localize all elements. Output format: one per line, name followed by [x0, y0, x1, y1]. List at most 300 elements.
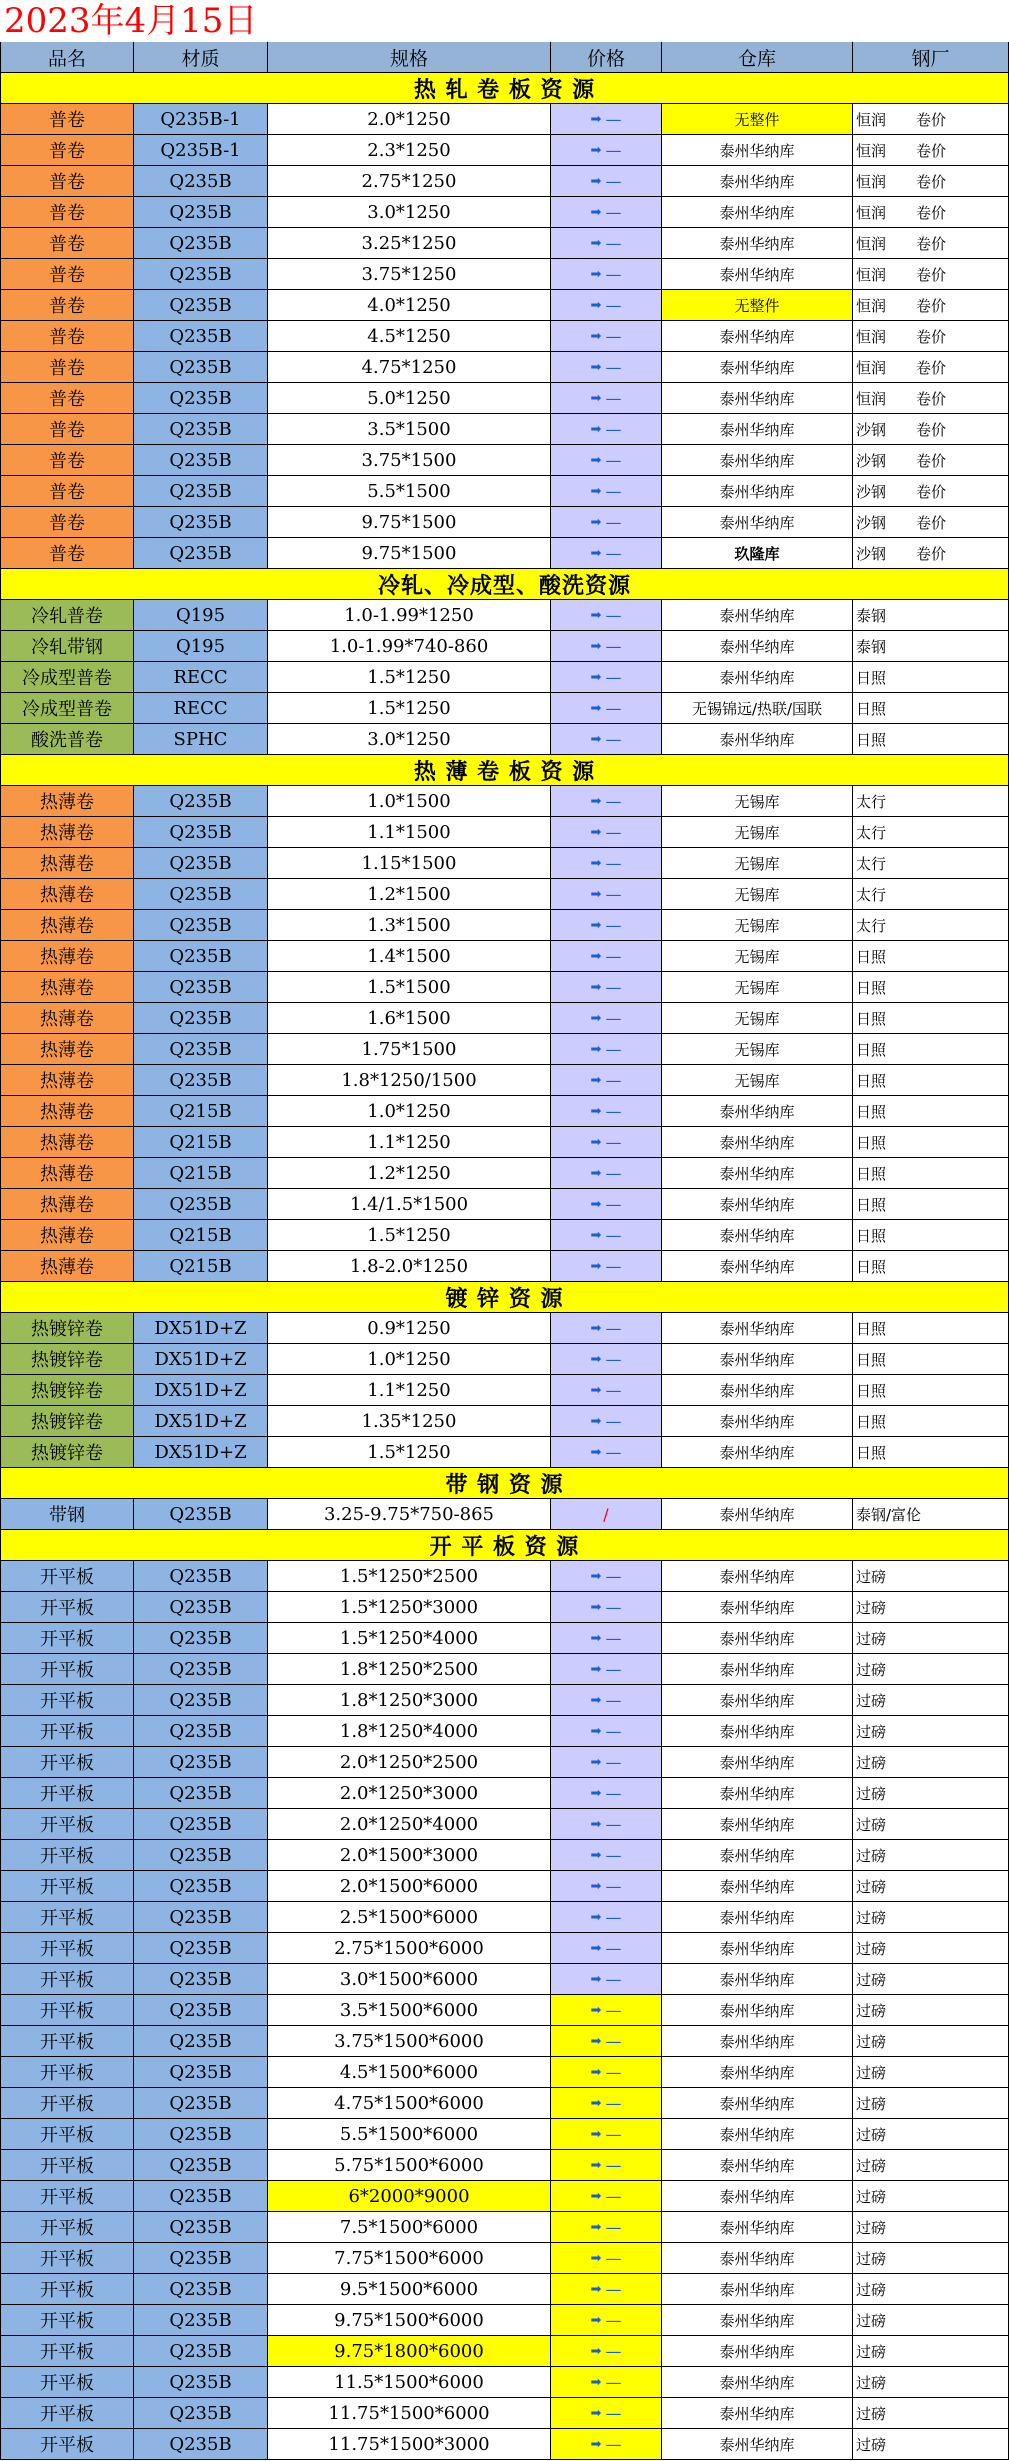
- mill-name: 过磅: [856, 1691, 887, 1710]
- price-cell: [551, 910, 662, 941]
- mill-cell: [853, 2088, 1009, 2119]
- arrow-right-icon: ➡: [590, 1103, 602, 1119]
- arrow-right-icon: ➡: [590, 266, 602, 282]
- product-name-cell: 开平板: [0, 2398, 134, 2429]
- header-name: 品名: [0, 42, 134, 73]
- dash-mark: —: [605, 2155, 622, 2175]
- arrow-right-icon: ➡: [590, 2157, 602, 2173]
- price-cell: [551, 2367, 662, 2398]
- arrow-right-icon: ➡: [590, 1444, 602, 1460]
- mill-name: 太行: [856, 823, 887, 842]
- spec-cell: 3.5*1500: [268, 414, 551, 445]
- mill-name: 沙钢: [856, 544, 887, 563]
- mill-name: 日照: [856, 1133, 887, 1152]
- table-row: [0, 2305, 1009, 2336]
- material-cell: Q235B: [134, 445, 268, 476]
- warehouse-cell: 泰州华纳库: [662, 476, 853, 507]
- price-cell: [551, 2398, 662, 2429]
- material-cell: DX51D+Z: [134, 1437, 268, 1468]
- material-cell: Q235B: [134, 476, 268, 507]
- dash-mark: —: [605, 605, 622, 625]
- table-row: [0, 2119, 1009, 2150]
- spec-cell: 2.0*1500*6000: [268, 1871, 551, 1902]
- dash-mark: —: [605, 543, 622, 563]
- arrow-right-icon: ➡: [590, 700, 602, 716]
- table-row: [0, 879, 1009, 910]
- table-row: [0, 1437, 1009, 1468]
- arrow-right-icon: ➡: [590, 1351, 602, 1367]
- arrow-right-icon: ➡: [590, 1196, 602, 1212]
- arrow-right-icon: ➡: [590, 886, 602, 902]
- product-name-cell: 开平板: [0, 1809, 134, 1840]
- mill-name: 恒润: [856, 172, 887, 191]
- product-name-cell: 普卷: [0, 414, 134, 445]
- table-row: [0, 631, 1009, 662]
- dash-mark: —: [605, 1938, 622, 1958]
- mill-cell: [853, 1778, 1009, 1809]
- dash-mark: —: [605, 388, 622, 408]
- arrow-right-icon: ➡: [590, 917, 602, 933]
- price-cell: [551, 445, 662, 476]
- mill-cell: [853, 476, 1009, 507]
- mill-cell: [853, 1096, 1009, 1127]
- mill-name: 过磅: [856, 1846, 887, 1865]
- arrow-right-icon: ➡: [590, 2343, 602, 2359]
- arrow-right-icon: ➡: [590, 731, 602, 747]
- spec-cell: 2.0*1250*3000: [268, 1778, 551, 1809]
- spec-cell: 11.5*1500*6000: [268, 2367, 551, 2398]
- table-row: [0, 1003, 1009, 1034]
- mill-cell: [853, 1499, 1009, 1530]
- mill-cell: [853, 2398, 1009, 2429]
- price-cell: [551, 1251, 662, 1282]
- product-name-cell: 普卷: [0, 135, 134, 166]
- spec-cell: 1.1*1250: [268, 1127, 551, 1158]
- price-cell: [551, 1716, 662, 1747]
- product-name-cell: 开平板: [0, 2367, 134, 2398]
- spec-cell: 2.5*1500*6000: [268, 1902, 551, 1933]
- mill-name: 日照: [856, 668, 887, 687]
- mill-cell: [853, 1902, 1009, 1933]
- warehouse-cell: 无锡库: [662, 848, 853, 879]
- dash-mark: —: [605, 2403, 622, 2423]
- mill-name: 过磅: [856, 2094, 887, 2113]
- dash-mark: —: [605, 853, 622, 873]
- arrow-right-icon: ➡: [590, 1413, 602, 1429]
- arrow-right-icon: ➡: [590, 1041, 602, 1057]
- table-row: [0, 1344, 1009, 1375]
- spec-cell: 1.5*1250: [268, 693, 551, 724]
- product-name-cell: 开平板: [0, 2026, 134, 2057]
- spec-cell: 1.4/1.5*1500: [268, 1189, 551, 1220]
- arrow-right-icon: ➡: [590, 824, 602, 840]
- warehouse-cell: 无锡库: [662, 910, 853, 941]
- price-cell: [551, 2150, 662, 2181]
- mill-cell: [853, 1065, 1009, 1096]
- warehouse-cell: 泰州华纳库: [662, 2274, 853, 2305]
- spec-cell: 1.0*1500: [268, 786, 551, 817]
- product-name-cell: 热薄卷: [0, 1065, 134, 1096]
- mill-name: 恒润: [856, 389, 887, 408]
- price-cell: [551, 1902, 662, 1933]
- material-cell: Q235B: [134, 941, 268, 972]
- mill-name: 太行: [856, 854, 887, 873]
- material-cell: Q235B: [134, 1716, 268, 1747]
- warehouse-cell: 泰州华纳库: [662, 724, 853, 755]
- warehouse-cell: 无锡库: [662, 1065, 853, 1096]
- mill-name: 日照: [856, 1412, 887, 1431]
- price-cell: [551, 2243, 662, 2274]
- spec-cell: 9.5*1500*6000: [268, 2274, 551, 2305]
- warehouse-cell: 泰州华纳库: [662, 197, 853, 228]
- mill-cell: [853, 197, 1009, 228]
- warehouse-cell: 泰州华纳库: [662, 1127, 853, 1158]
- product-name-cell: 热薄卷: [0, 786, 134, 817]
- spec-cell: 1.0-1.99*1250: [268, 600, 551, 631]
- arrow-right-icon: ➡: [590, 1165, 602, 1181]
- mill-cell: [853, 2212, 1009, 2243]
- mill-cell: [853, 1809, 1009, 1840]
- material-cell: Q235B: [134, 2181, 268, 2212]
- price-cell: [551, 538, 662, 569]
- table-row: [0, 1964, 1009, 1995]
- mill-name: 沙钢: [856, 513, 887, 532]
- mill-cell: [853, 1158, 1009, 1189]
- warehouse-cell: 泰州华纳库: [662, 2367, 853, 2398]
- warehouse-cell: 泰州华纳库: [662, 1437, 853, 1468]
- material-cell: Q215B: [134, 1251, 268, 1282]
- mill-cell: [853, 1406, 1009, 1437]
- price-type-note: 卷价: [916, 203, 947, 222]
- material-cell: Q235B: [134, 228, 268, 259]
- table-row: [0, 1902, 1009, 1933]
- product-name-cell: 开平板: [0, 2212, 134, 2243]
- warehouse-cell: 无锡库: [662, 879, 853, 910]
- dash-mark: —: [605, 1721, 622, 1741]
- warehouse-cell: 泰州华纳库: [662, 1871, 853, 1902]
- dash-mark: —: [605, 1783, 622, 1803]
- product-name-cell: 开平板: [0, 1964, 134, 1995]
- product-name-cell: 热薄卷: [0, 1127, 134, 1158]
- table-row: [0, 786, 1009, 817]
- price-cell: [551, 1685, 662, 1716]
- mill-name: 恒润: [856, 203, 887, 222]
- mill-cell: [853, 879, 1009, 910]
- price-cell: [551, 662, 662, 693]
- mill-cell: [853, 166, 1009, 197]
- warehouse-cell: 泰州华纳库: [662, 2119, 853, 2150]
- price-cell: [551, 1747, 662, 1778]
- mill-cell: [853, 1964, 1009, 1995]
- warehouse-cell: 泰州华纳库: [662, 662, 853, 693]
- table-row: [0, 197, 1009, 228]
- mill-cell: [853, 2336, 1009, 2367]
- mill-name: 日照: [856, 699, 887, 718]
- price-cell: [551, 135, 662, 166]
- arrow-right-icon: ➡: [590, 1971, 602, 1987]
- product-name-cell: 热薄卷: [0, 1251, 134, 1282]
- spec-cell: 3.0*1250: [268, 724, 551, 755]
- mill-cell: [853, 2150, 1009, 2181]
- price-cell: [551, 228, 662, 259]
- arrow-right-icon: ➡: [590, 1227, 602, 1243]
- price-cell: [551, 476, 662, 507]
- warehouse-cell: 泰州华纳库: [662, 1623, 853, 1654]
- table-row: [0, 1096, 1009, 1127]
- table-row: [0, 383, 1009, 414]
- spec-cell: 1.5*1250: [268, 662, 551, 693]
- mill-name: 恒润: [856, 296, 887, 315]
- mill-name: 过磅: [856, 1908, 887, 1927]
- spec-cell: 1.0*1250: [268, 1344, 551, 1375]
- mill-name: 日照: [856, 978, 887, 997]
- price-cell: [551, 197, 662, 228]
- price-cell: [551, 1654, 662, 1685]
- product-name-cell: 开平板: [0, 2088, 134, 2119]
- price-cell: [551, 1592, 662, 1623]
- arrow-right-icon: ➡: [590, 1847, 602, 1863]
- mill-name: 过磅: [856, 1939, 887, 1958]
- arrow-right-icon: ➡: [590, 1940, 602, 1956]
- price-cell: [551, 848, 662, 879]
- warehouse-cell: 泰州华纳库: [662, 1902, 853, 1933]
- material-cell: Q235B: [134, 1189, 268, 1220]
- arrow-right-icon: ➡: [590, 1258, 602, 1274]
- price-cell: [551, 1933, 662, 1964]
- product-name-cell: 冷成型普卷: [0, 662, 134, 693]
- mill-name: 沙钢: [856, 420, 887, 439]
- dash-mark: —: [605, 2310, 622, 2330]
- spec-cell: 3.25-9.75*750-865: [268, 1499, 551, 1530]
- price-cell: [551, 1840, 662, 1871]
- warehouse-cell: 泰州华纳库: [662, 1747, 853, 1778]
- mill-cell: [853, 910, 1009, 941]
- mill-name: 太行: [856, 885, 887, 904]
- material-cell: Q235B: [134, 2243, 268, 2274]
- mill-cell: [853, 1313, 1009, 1344]
- warehouse-cell: 泰州华纳库: [662, 166, 853, 197]
- price-cell: [551, 1313, 662, 1344]
- material-cell: Q235B: [134, 507, 268, 538]
- section-header-row: [0, 1282, 1009, 1313]
- price-cell: [551, 2181, 662, 2212]
- spec-cell: 4.75*1500*6000: [268, 2088, 551, 2119]
- product-name-cell: 热薄卷: [0, 910, 134, 941]
- mill-name: 过磅: [856, 1598, 887, 1617]
- table-row: [0, 476, 1009, 507]
- product-name-cell: 普卷: [0, 321, 134, 352]
- mill-name: 过磅: [856, 2156, 887, 2175]
- dash-mark: —: [605, 1225, 622, 1245]
- mill-name: 日照: [856, 1443, 887, 1462]
- product-name-cell: 热薄卷: [0, 1096, 134, 1127]
- mill-cell: [853, 321, 1009, 352]
- spec-cell: 3.0*1500*6000: [268, 1964, 551, 1995]
- spec-cell: 1.0-1.99*740-860: [268, 631, 551, 662]
- product-name-cell: 带钢: [0, 1499, 134, 1530]
- spec-cell: 1.5*1250: [268, 1437, 551, 1468]
- table-row: [0, 910, 1009, 941]
- table-row: [0, 1034, 1009, 1065]
- table-row: [0, 445, 1009, 476]
- arrow-right-icon: ➡: [590, 2250, 602, 2266]
- dash-mark: —: [605, 2031, 622, 2051]
- mill-name: 泰钢: [856, 637, 887, 656]
- mill-cell: [853, 848, 1009, 879]
- dash-mark: —: [605, 1969, 622, 1989]
- warehouse-cell: 无锡库: [662, 972, 853, 1003]
- warehouse-cell: 泰州华纳库: [662, 383, 853, 414]
- product-name-cell: 酸洗普卷: [0, 724, 134, 755]
- price-cell: [551, 693, 662, 724]
- table-row: [0, 848, 1009, 879]
- mill-cell: [853, 1623, 1009, 1654]
- mill-name: 日照: [856, 1071, 887, 1090]
- arrow-right-icon: ➡: [590, 855, 602, 871]
- spec-cell: 2.0*1250: [268, 104, 551, 135]
- warehouse-cell: 泰州华纳库: [662, 1840, 853, 1871]
- material-cell: Q235B: [134, 879, 268, 910]
- product-name-cell: 开平板: [0, 2274, 134, 2305]
- page-title: 2023年4月15日: [4, 1, 258, 41]
- table-row: [0, 1065, 1009, 1096]
- table-row: [0, 1809, 1009, 1840]
- arrow-right-icon: ➡: [590, 111, 602, 127]
- table-row: [0, 1127, 1009, 1158]
- material-cell: Q235B: [134, 259, 268, 290]
- product-name-cell: 开平板: [0, 2181, 134, 2212]
- table-row: [0, 2181, 1009, 2212]
- mill-name: 过磅: [856, 2249, 887, 2268]
- material-cell: Q235B: [134, 197, 268, 228]
- dash-mark: —: [605, 264, 622, 284]
- mill-name: 日照: [856, 1257, 887, 1276]
- material-cell: Q215B: [134, 1220, 268, 1251]
- product-name-cell: 普卷: [0, 445, 134, 476]
- mill-cell: [853, 1344, 1009, 1375]
- material-cell: Q235B: [134, 2212, 268, 2243]
- material-cell: Q235B: [134, 1902, 268, 1933]
- arrow-right-icon: ➡: [590, 452, 602, 468]
- mill-cell: [853, 1840, 1009, 1871]
- dash-mark: —: [605, 2217, 622, 2237]
- spec-cell: 1.8*1250/1500: [268, 1065, 551, 1096]
- warehouse-cell: 泰州华纳库: [662, 2181, 853, 2212]
- mill-cell: [853, 972, 1009, 1003]
- mill-name: 太行: [856, 792, 887, 811]
- price-cell: [551, 2336, 662, 2367]
- spec-cell: 1.8*1250*3000: [268, 1685, 551, 1716]
- product-name-cell: 热薄卷: [0, 817, 134, 848]
- warehouse-cell: 泰州华纳库: [662, 2212, 853, 2243]
- material-cell: Q235B: [134, 1809, 268, 1840]
- dash-mark: —: [605, 791, 622, 811]
- arrow-right-icon: ➡: [590, 1909, 602, 1925]
- slash-mark: /: [603, 1504, 609, 1524]
- dash-mark: —: [605, 822, 622, 842]
- dash-mark: —: [605, 357, 622, 377]
- product-name-cell: 普卷: [0, 228, 134, 259]
- price-cell: [551, 1065, 662, 1096]
- price-type-note: 卷价: [916, 265, 947, 284]
- mill-name: 沙钢: [856, 482, 887, 501]
- mill-name: 日照: [856, 1195, 887, 1214]
- table-row: [0, 1933, 1009, 1964]
- price-cell: [551, 1003, 662, 1034]
- warehouse-cell: 泰州华纳库: [662, 2088, 853, 2119]
- mill-cell: [853, 2243, 1009, 2274]
- section-title: 带 钢 资 源: [0, 1468, 1009, 1499]
- dash-mark: —: [605, 1690, 622, 1710]
- mill-cell: [853, 135, 1009, 166]
- mill-name: 日照: [856, 1226, 887, 1245]
- material-cell: Q235B: [134, 1685, 268, 1716]
- price-cell: [551, 600, 662, 631]
- material-cell: DX51D+Z: [134, 1344, 268, 1375]
- mill-name: 日照: [856, 730, 887, 749]
- price-cell: [551, 724, 662, 755]
- product-name-cell: 开平板: [0, 1871, 134, 1902]
- dash-mark: —: [605, 419, 622, 439]
- dash-mark: —: [605, 295, 622, 315]
- table-row: [0, 600, 1009, 631]
- mill-name: 过磅: [856, 2001, 887, 2020]
- warehouse-cell: 泰州华纳库: [662, 2336, 853, 2367]
- table-row: [0, 1840, 1009, 1871]
- spec-cell: 1.8*1250*4000: [268, 1716, 551, 1747]
- spec-cell: 1.5*1250*3000: [268, 1592, 551, 1623]
- section-header-row: [0, 1530, 1009, 1561]
- warehouse-cell: 泰州华纳库: [662, 2429, 853, 2460]
- arrow-right-icon: ➡: [590, 328, 602, 344]
- mill-cell: [853, 2305, 1009, 2336]
- dash-mark: —: [605, 2372, 622, 2392]
- warehouse-cell: 泰州华纳库: [662, 445, 853, 476]
- mill-name: 泰钢/富伦: [856, 1505, 922, 1524]
- price-cell: [551, 1034, 662, 1065]
- product-name-cell: 热薄卷: [0, 1034, 134, 1065]
- material-cell: Q235B: [134, 2088, 268, 2119]
- material-cell: Q195: [134, 600, 268, 631]
- arrow-right-icon: ➡: [590, 2064, 602, 2080]
- table-row: [0, 2026, 1009, 2057]
- warehouse-cell: 无锡库: [662, 786, 853, 817]
- table-row: [0, 228, 1009, 259]
- dash-mark: —: [605, 1628, 622, 1648]
- price-cell: [551, 507, 662, 538]
- price-cell: [551, 290, 662, 321]
- material-cell: Q235B: [134, 383, 268, 414]
- mill-name: 日照: [856, 1350, 887, 1369]
- mill-name: 过磅: [856, 1567, 887, 1586]
- warehouse-cell: 泰州华纳库: [662, 1809, 853, 1840]
- price-cell: [551, 1158, 662, 1189]
- mill-name: 过磅: [856, 2342, 887, 2361]
- spec-cell: 1.1*1500: [268, 817, 551, 848]
- dash-mark: —: [605, 233, 622, 253]
- dash-mark: —: [605, 884, 622, 904]
- dash-mark: —: [605, 1876, 622, 1896]
- price-cell: [551, 1437, 662, 1468]
- spec-cell: 1.2*1250: [268, 1158, 551, 1189]
- table-row: [0, 817, 1009, 848]
- table-row: [0, 2150, 1009, 2181]
- material-cell: Q235B: [134, 1964, 268, 1995]
- price-cell: [551, 631, 662, 662]
- mill-name: 过磅: [856, 2125, 887, 2144]
- table-row: [0, 2429, 1009, 2460]
- warehouse-cell: 泰州华纳库: [662, 1561, 853, 1592]
